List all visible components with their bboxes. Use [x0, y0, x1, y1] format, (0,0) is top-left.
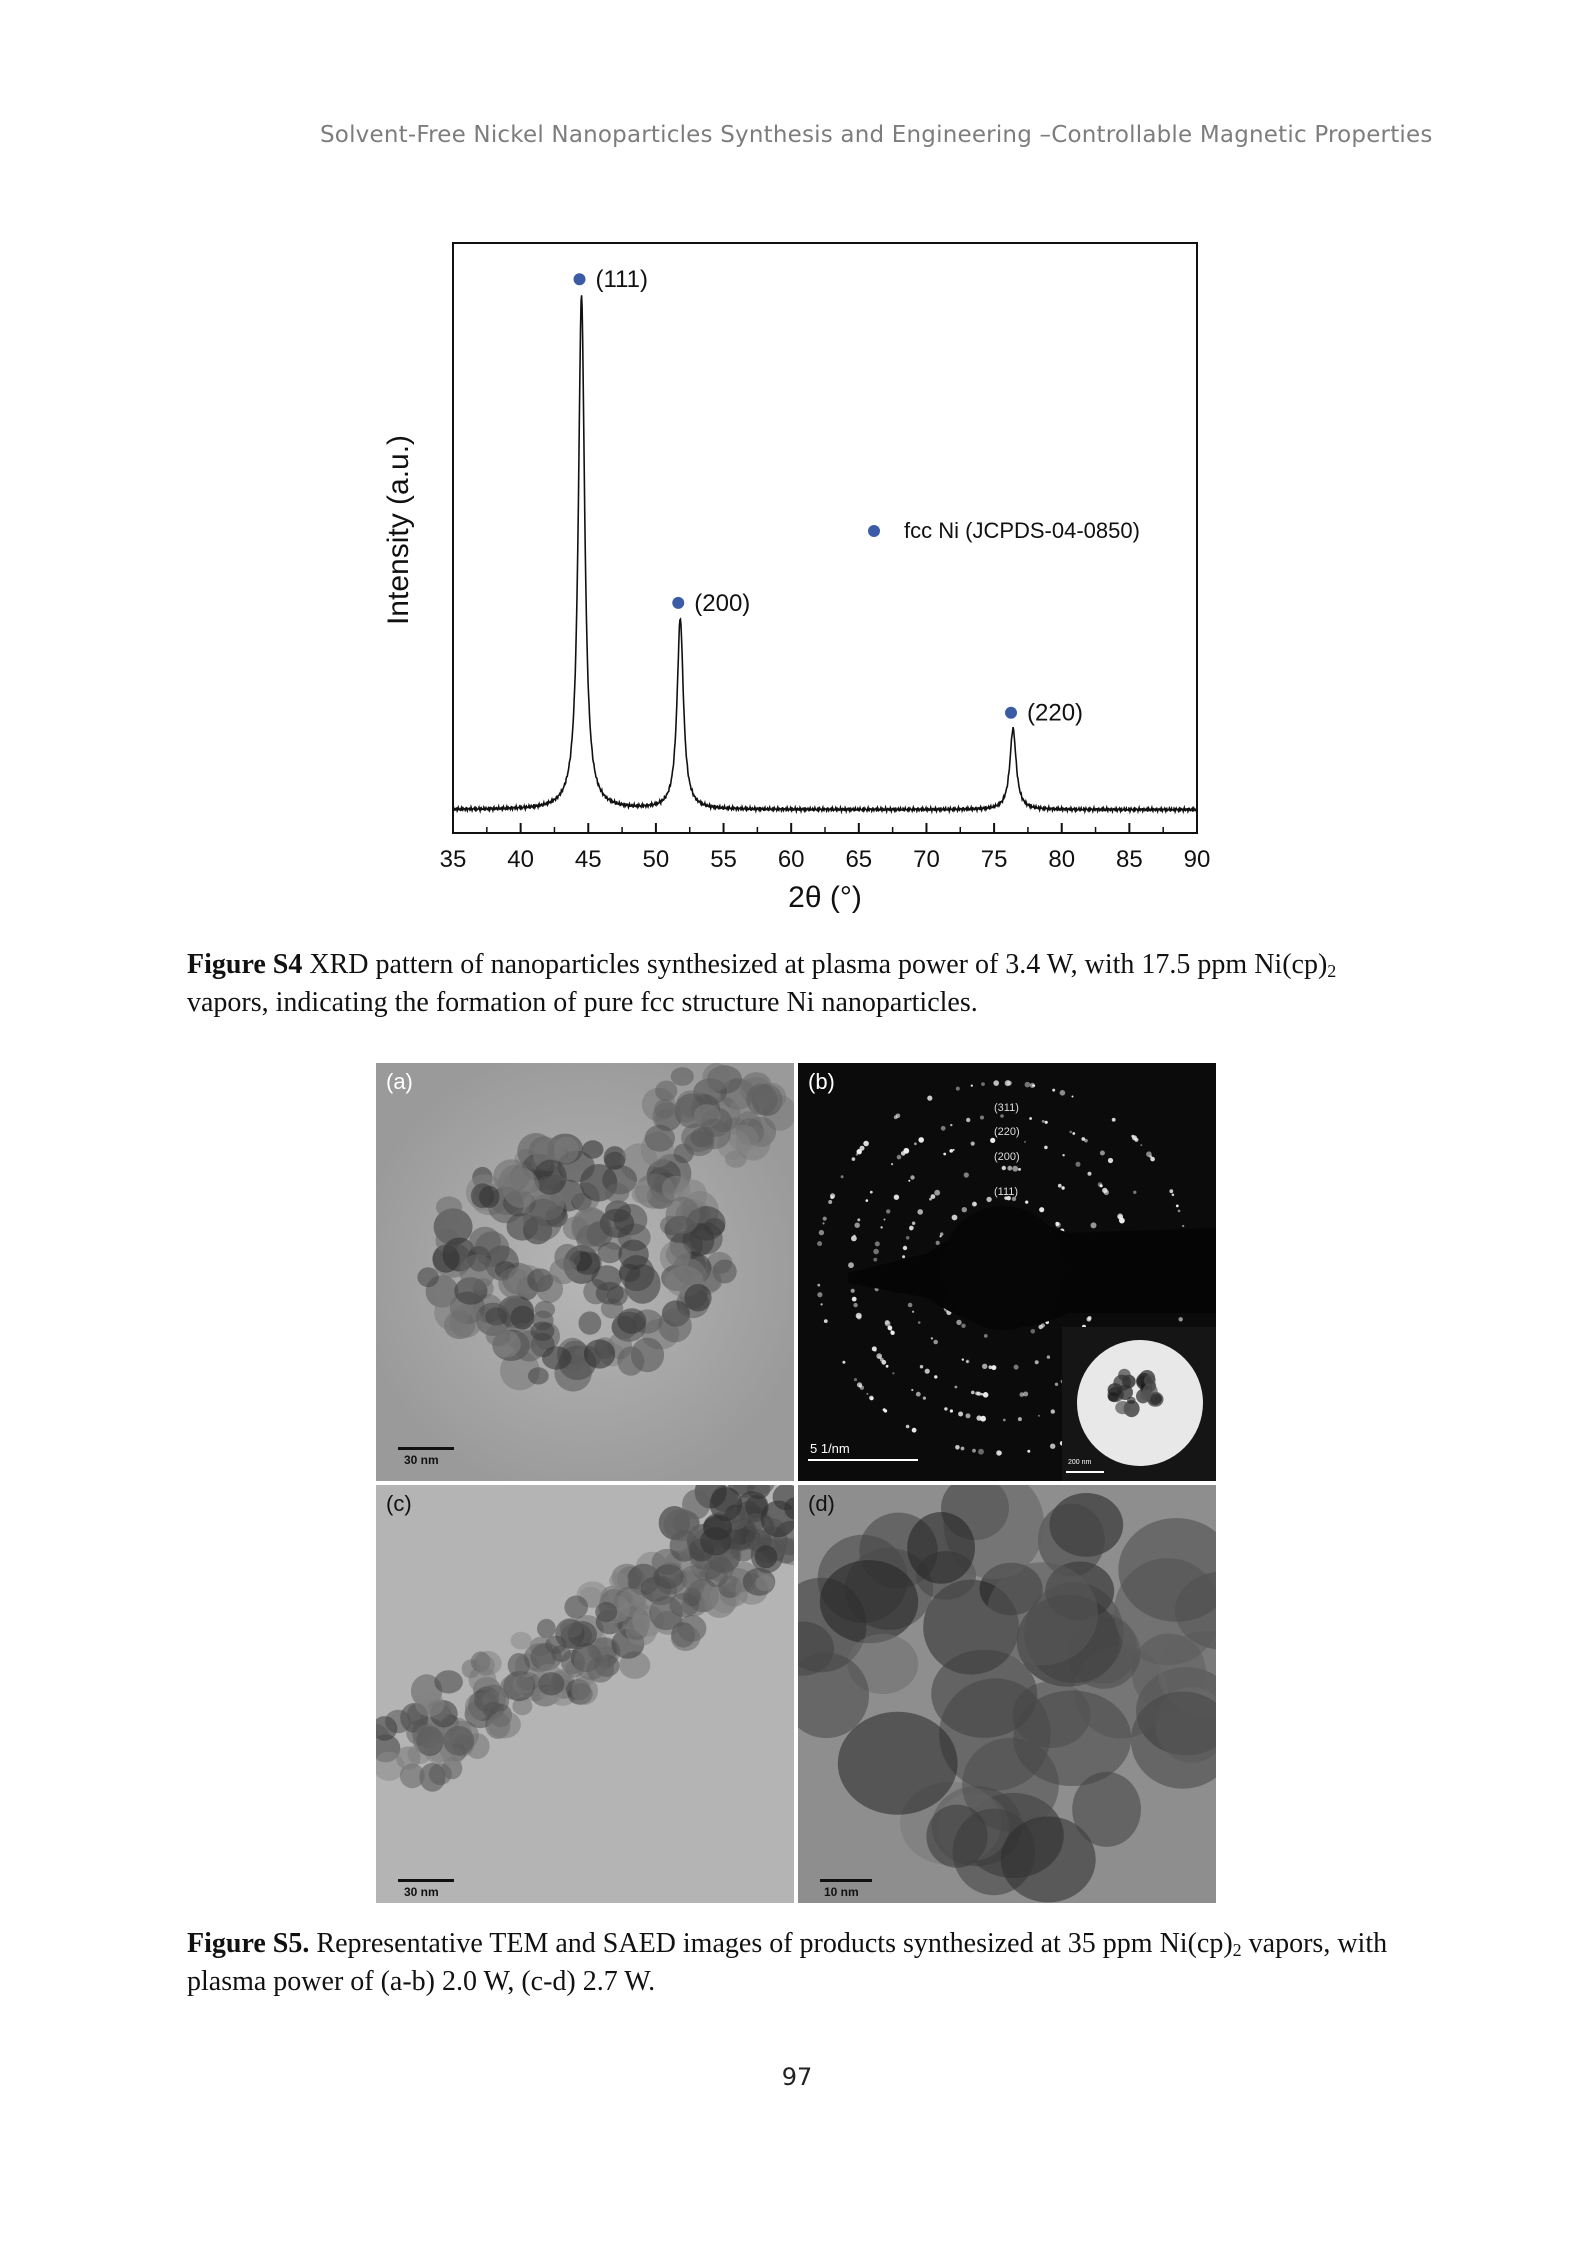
- panel-label-b: (b): [808, 1069, 835, 1094]
- x-tick-label: 75: [980, 846, 1008, 873]
- peak-marker: [574, 273, 586, 285]
- x-tick-label: 55: [710, 846, 737, 873]
- xrd-chart: [380, 225, 1230, 925]
- x-tick-label: 45: [574, 846, 602, 873]
- y-axis-label: Intensity (a.u.): [382, 434, 415, 626]
- ring-label-311: (311): [994, 1102, 1019, 1114]
- figure-s4-text-end: vapors, indicating the formation of pure fcc structure Ni nanoparticles.: [187, 987, 978, 1018]
- figure-s5-caption: [187, 1925, 1412, 2001]
- scale-label-a: 30 nm: [404, 1453, 439, 1467]
- ring-label-200: (200): [994, 1151, 1020, 1163]
- scale-bar-a: [398, 1447, 454, 1450]
- inset-scale-bar: [1066, 1471, 1104, 1473]
- x-tick-label: 35: [439, 846, 467, 873]
- ring-label-220: (220): [994, 1126, 1020, 1138]
- hrtem-image-d: [798, 1485, 1216, 1903]
- hrtem-panel-d: [798, 1485, 1216, 1903]
- panel-label-d: (d): [808, 1491, 835, 1516]
- saed-inset-aperture: [1077, 1340, 1203, 1466]
- panel-label-a: (a): [386, 1069, 413, 1094]
- x-tick-label: 65: [845, 846, 873, 873]
- figure-s4-subscript: 2: [1327, 961, 1337, 981]
- scale-label-c: 30 nm: [404, 1885, 439, 1899]
- tem-panel-a: [376, 1063, 794, 1481]
- saed-image-b: [798, 1063, 1216, 1481]
- x-axis-ticks: [440, 823, 1211, 873]
- x-tick-label: 50: [642, 846, 670, 873]
- peak-marker: [672, 597, 684, 609]
- figure-s4-text: XRD pattern of nanoparticles synthesized at plasma power of 3.4 W, with 17.5 ppm Ni(cp): [302, 949, 1328, 980]
- scale-label-d: 10 nm: [824, 1885, 859, 1899]
- page-number: 97: [781, 2063, 813, 2091]
- x-tick-label: 60: [777, 846, 805, 873]
- figure-s5-text: Representative TEM and SAED images of products synthesized at 35 ppm Ni(cp): [309, 1928, 1233, 1959]
- x-tick-label: 80: [1048, 846, 1076, 873]
- figure-s5-text-end: vapors, with plasma power of (a-b) 2.0 W, (c-d) 2.7 W.: [187, 1928, 1388, 1997]
- tem-image-c: [376, 1485, 794, 1903]
- scale-bar-b: [808, 1459, 918, 1461]
- figure-s5-subscript: 2: [1232, 1940, 1242, 1960]
- ring-label-111: (111): [994, 1186, 1019, 1198]
- x-tick-label: 90: [1183, 846, 1211, 873]
- figure-s4-caption: [187, 946, 1412, 1022]
- tem-image-a: [376, 1063, 794, 1481]
- x-tick-label: 85: [1116, 846, 1143, 873]
- peak-markers: [574, 266, 1084, 727]
- tem-image-grid: [376, 1063, 1216, 1903]
- scale-label-b: 5 1/nm: [810, 1441, 850, 1456]
- peak-marker: [1005, 707, 1017, 719]
- x-tick-label: 40: [507, 846, 534, 873]
- x-tick-label: 70: [913, 846, 940, 873]
- running-header: Solvent-Free Nickel Nanoparticles Synthesis and Engineering –Controllable Magnetic Properties: [320, 122, 1433, 148]
- panel-label-c: (c): [386, 1491, 412, 1516]
- figure-s4-label: Figure S4: [187, 949, 303, 980]
- inset-scale-label: 200 nm: [1068, 1459, 1092, 1466]
- legend-entry: fcc Ni (JCPDS-04-0850): [904, 518, 1140, 543]
- legend-marker: [868, 525, 880, 537]
- x-axis-label: 2θ (°): [788, 881, 862, 914]
- peak-label: (200): [694, 589, 751, 617]
- peak-label: (220): [1027, 699, 1084, 727]
- tem-panel-c: [376, 1485, 794, 1903]
- figure-s5-label: Figure S5.: [187, 1928, 310, 1959]
- peak-label: (111): [595, 266, 648, 294]
- xrd-series-line: [453, 295, 1197, 811]
- scale-bar-c: [398, 1879, 454, 1882]
- scale-bar-d: [820, 1879, 872, 1882]
- saed-panel-b: [798, 1063, 1216, 1481]
- chart-legend: [868, 518, 1140, 543]
